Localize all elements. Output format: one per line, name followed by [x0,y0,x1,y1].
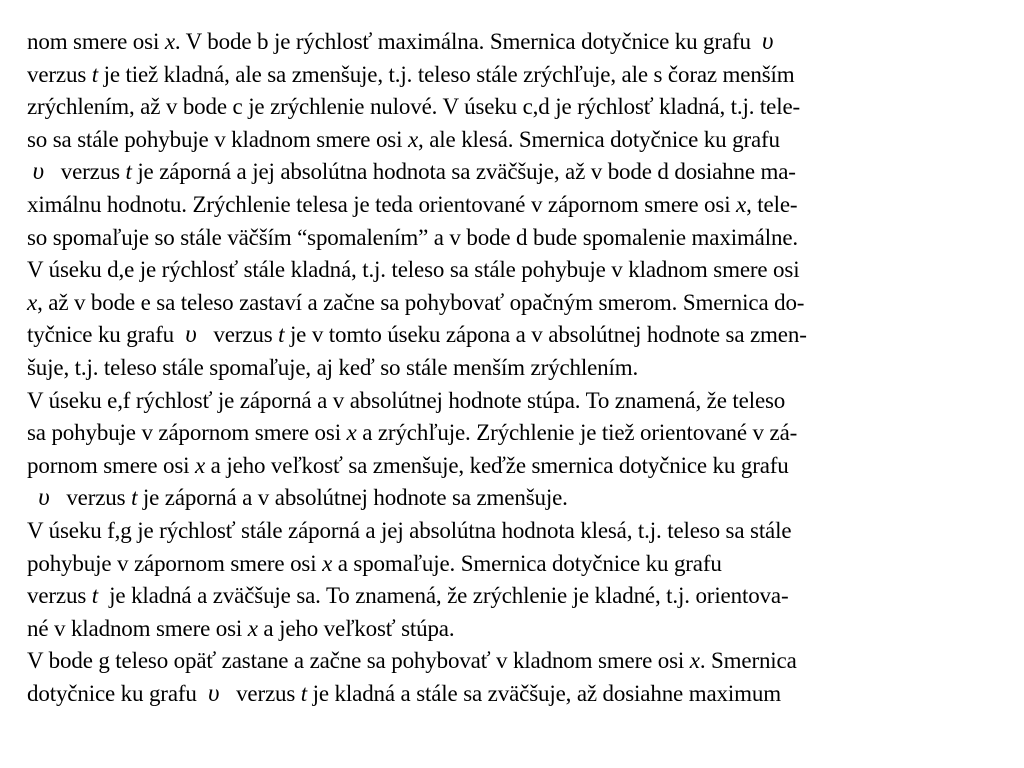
math-variable: t [91,61,98,87]
text-line [27,517,791,545]
text-line [27,550,722,578]
text-run: je tiež kladná, ale sa zmenšuje, t.j. teleso stále zrýchľuje, ale s čoraz menším [97,61,795,87]
math-variable: t [278,322,285,348]
text-run: V bode g teleso opäť zastane a začne sa pohybovať v kladnom smere osi [27,648,690,674]
math-variable: t [91,583,98,609]
text-run: verzus [27,61,92,87]
math-variable: t [125,159,132,185]
velocity-symbol: υ [185,321,197,349]
text-line [27,452,789,480]
text-line [27,387,785,415]
text-line [27,191,797,219]
math-variable: t [300,681,308,706]
text-run: V úseku d,e je rýchlosť stále kladná, t.j. teleso sa stále pohybuje v kladnom smere osi [27,257,800,283]
math-variable: x [164,29,175,54]
text-run: verzus [27,583,92,609]
text-line [27,289,804,317]
text-run: tyčnice ku grafu [27,322,186,348]
text-line [27,321,807,349]
text-run: né v kladnom smere osi [27,615,248,641]
velocity-symbol: υ [207,680,220,707]
text-run: so spomaľuje so stále väčším “spomalením” a v bode d bude spomalenie maximálne. [27,224,798,250]
math-variable: x [195,452,206,478]
text-run: . V bode b je rýchlosť maximálna. Smernica dotyčnice ku grafu [174,29,763,54]
text-line [27,224,798,252]
math-variable: x [736,192,747,217]
math-variable: x [689,648,700,674]
math-variable: x [27,289,38,315]
text-run: a jeho veľkosť stúpa. [257,615,455,641]
text-run: šuje, t.j. teleso stále spomaľuje, aj keď so stále menším zrýchlením. [27,355,639,380]
text-line [27,484,568,512]
text-run: pohybuje v zápornom smere osi [27,550,323,576]
math-variable: x [407,126,419,152]
text-run: nom smere osi [27,29,165,54]
text-run: , až v bode e sa teleso zastaví a začne sa pohybovať opačným smerom. Smernica do- [37,289,805,315]
text-run: je záporná a jej absolútna hodnota sa zväčšuje, až v bode d dosiahne ma- [131,159,796,185]
text-run: je záporná a v absolútnej hodnote sa zmenšuje. [137,485,568,511]
math-variable: x [346,420,357,446]
velocity-symbol: υ [38,484,50,512]
text-run: pornom smere osi [27,452,196,478]
text-line [27,61,794,89]
text-run: , tele- [746,192,798,217]
velocity-symbol: υ [762,28,774,55]
text-line [27,158,796,186]
text-line [27,680,781,708]
text-run: ximálnu hodnotu. Zrýchlenie telesa je teda orientované v zápornom smere osi [27,192,737,217]
text-run: so sa stále pohybuje v kladnom smere osi [27,126,408,152]
text-run: a jeho veľkosť sa zmenšuje, keďže smernica dotyčnice ku grafu [205,452,789,478]
text-line [27,419,797,447]
text-run: V úseku f,g je rýchlosť stále záporná a jej absolútna hodnota klesá, t.j. teleso sa stále [27,518,792,543]
velocity-symbol: υ [32,158,44,186]
text-run: verzus [43,159,126,185]
text-run: . Smernica [699,648,797,674]
text-line [27,615,454,643]
text-run: a spomaľuje. Smernica dotyčnice ku grafu [332,550,722,576]
text-run: a zrýchľuje. Zrýchlenie je tiež orientované v zá- [356,420,798,446]
text-run: verzus [196,322,279,348]
text-line [27,256,799,284]
text-line [27,28,773,56]
text-line [27,647,797,675]
text-run: verzus [219,681,301,706]
text-run: , ale klesá. Smernica dotyčnice ku grafu [418,126,780,152]
text-run: je kladná a stále sa zväčšuje, až dosiahne maximum [307,681,781,706]
text-run: verzus [49,485,132,511]
math-variable: x [322,550,333,576]
text-line [27,93,800,121]
math-variable: t [131,485,138,511]
text-run: je v tomto úseku zápona a v absolútnej hodnote sa zmen- [284,322,807,348]
text-run: zrýchlením, až v bode c je zrýchlenie nulové. V úseku c,d je rýchlosť kladná, t.j. tele- [27,94,801,120]
text-line [27,126,780,154]
text-run: dotyčnice ku grafu [27,681,208,706]
text-run: sa pohybuje v zápornom smere osi [27,420,347,446]
text-run: je kladná a zväčšuje sa. To znamená, že zrýchlenie je kladné, t.j. orientova- [97,583,789,609]
text-line [27,354,638,382]
text-run [27,485,38,510]
math-variable: x [247,615,258,641]
text-line [27,582,788,610]
text-run: V úseku e,f rýchlosť je záporná a v absolútnej hodnote stúpa. To znamená, že teleso [27,387,786,413]
